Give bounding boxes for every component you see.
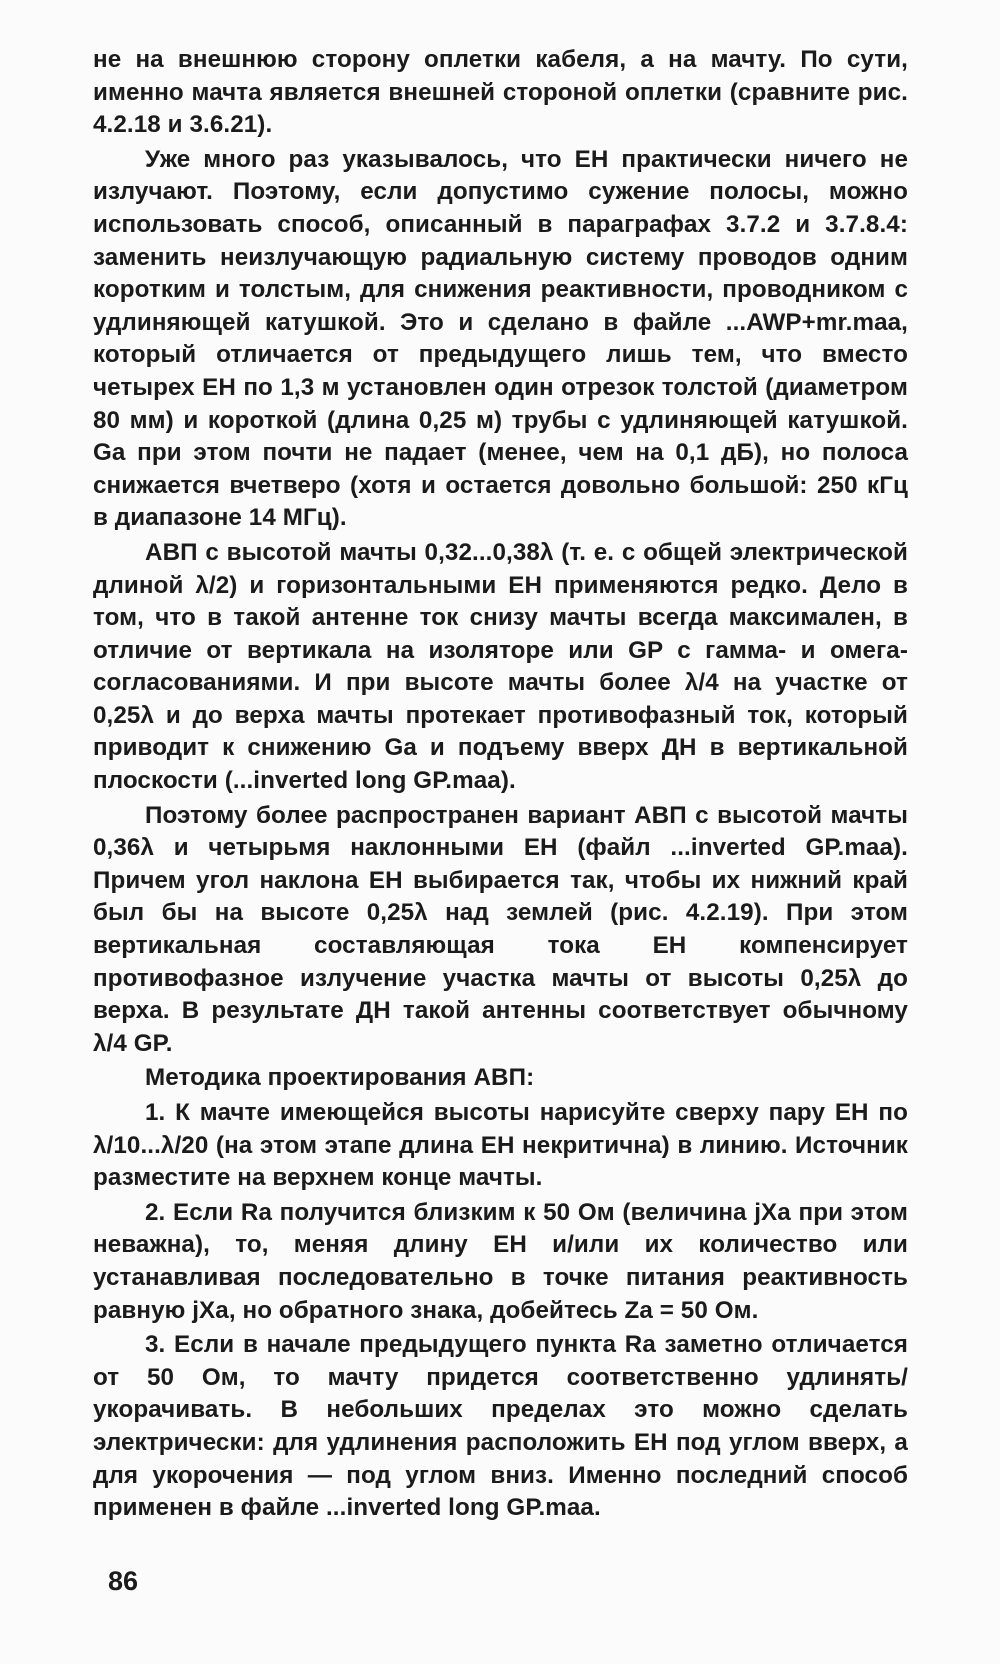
paragraph-continuation: не на внешнюю сторону оплетки кабеля, а на мачту. По сути, именно мачта является внешней стороной оплетки (сравните рис. 4.2.18 и 3.6.21). <box>93 46 908 139</box>
paragraph-method-heading: Методика проектирования АВП: <box>145 1064 535 1092</box>
paragraph-avp-mast-height: АВП с высотой мачты 0,32...0,38λ (т. е. с общей электрической длиной λ/2) и горизонтальными ЕН применяются редко. Дело в том, что в такой антенне ток снизу мачты всегда максимален, в отличие от вертикала на изоляторе или GP с гамма- и омега-согласованиями. И при высоте мачты более λ/4 на участке от 0,25λ и до верха мачты протекает противофазный ток, который приводит к снижению Ga и подъему вверх ДН в вертикальной плоскости (...inverted long GP.maa). <box>93 538 908 795</box>
body-text <box>93 44 908 1527</box>
paragraph-step-3: 3. Если в начале предыдущего пункта Ra заметно отличается от 50 Ом, то мачту придется соответственно удлинять/укорачивать. В небольших пределах это можно сделать электрически: для удлинения расположить ЕН под углом вверх, а для укорочения — под углом вниз. Именно последний способ применен в файле ...inverted long GP.maa. <box>93 1331 908 1522</box>
paragraph-step-1: 1. К мачте имеющейся высоты нарисуйте сверху пару ЕН по λ/10...λ/20 (на этом этапе длина ЕН некритична) в линию. Источник разместите на верхнем конце мачты. <box>93 1099 908 1192</box>
page-number: 86 <box>108 1566 139 1596</box>
paragraph-inclined-eh: Поэтому более распространен вариант АВП с высотой мачты 0,36λ и четырьмя наклонными ЕН (файл ...inverted GP.maa). Причем угол наклона ЕН выбирается так, чтобы их нижний край был бы на высоте 0,25λ над землей (рис. 4.2.19). При этом вертикальная составляющая тока ЕН компенсирует противофазное излучение участка мачты от высоты 0,25λ до верха. В результате ДН такой антенны соответствует обычному λ/4 GP. <box>93 801 908 1057</box>
paragraph-eh-radiation: Уже много раз указывалось, что ЕН практически ничего не излучают. Поэтому, если допустимо сужение полосы, можно использовать способ, описанный в параграфах 3.7.2 и 3.7.8.4: заменить неизлучающую радиальную систему проводов одним коротким и толстым, для снижения реактивности, проводником с удлиняющей катушкой. Это и сделано в файле ...AWP+mr.maa, который отличается от предыдущего лишь тем, что вместо четырех ЕН по 1,3 м установлен один отрезок толстой (диаметром 80 мм) и короткой (длина 0,25 м) трубы с удлиняющей катушкой. Ga при этом почти не падает (менее, чем на 0,1 дБ), но полоса снижается вчетверо (хотя и остается довольно большой: 250 кГц в диапазоне 14 МГц). <box>93 145 908 532</box>
paragraph-step-2: 2. Если Ra получится близким к 50 Ом (величина jXa при этом неважна), то, меняя длину ЕН и/или их количество или устанавливая последовательно в точке питания реактивность равную jXa, но обратного знака, добейтесь Za = 50 Ом. <box>93 1198 908 1324</box>
